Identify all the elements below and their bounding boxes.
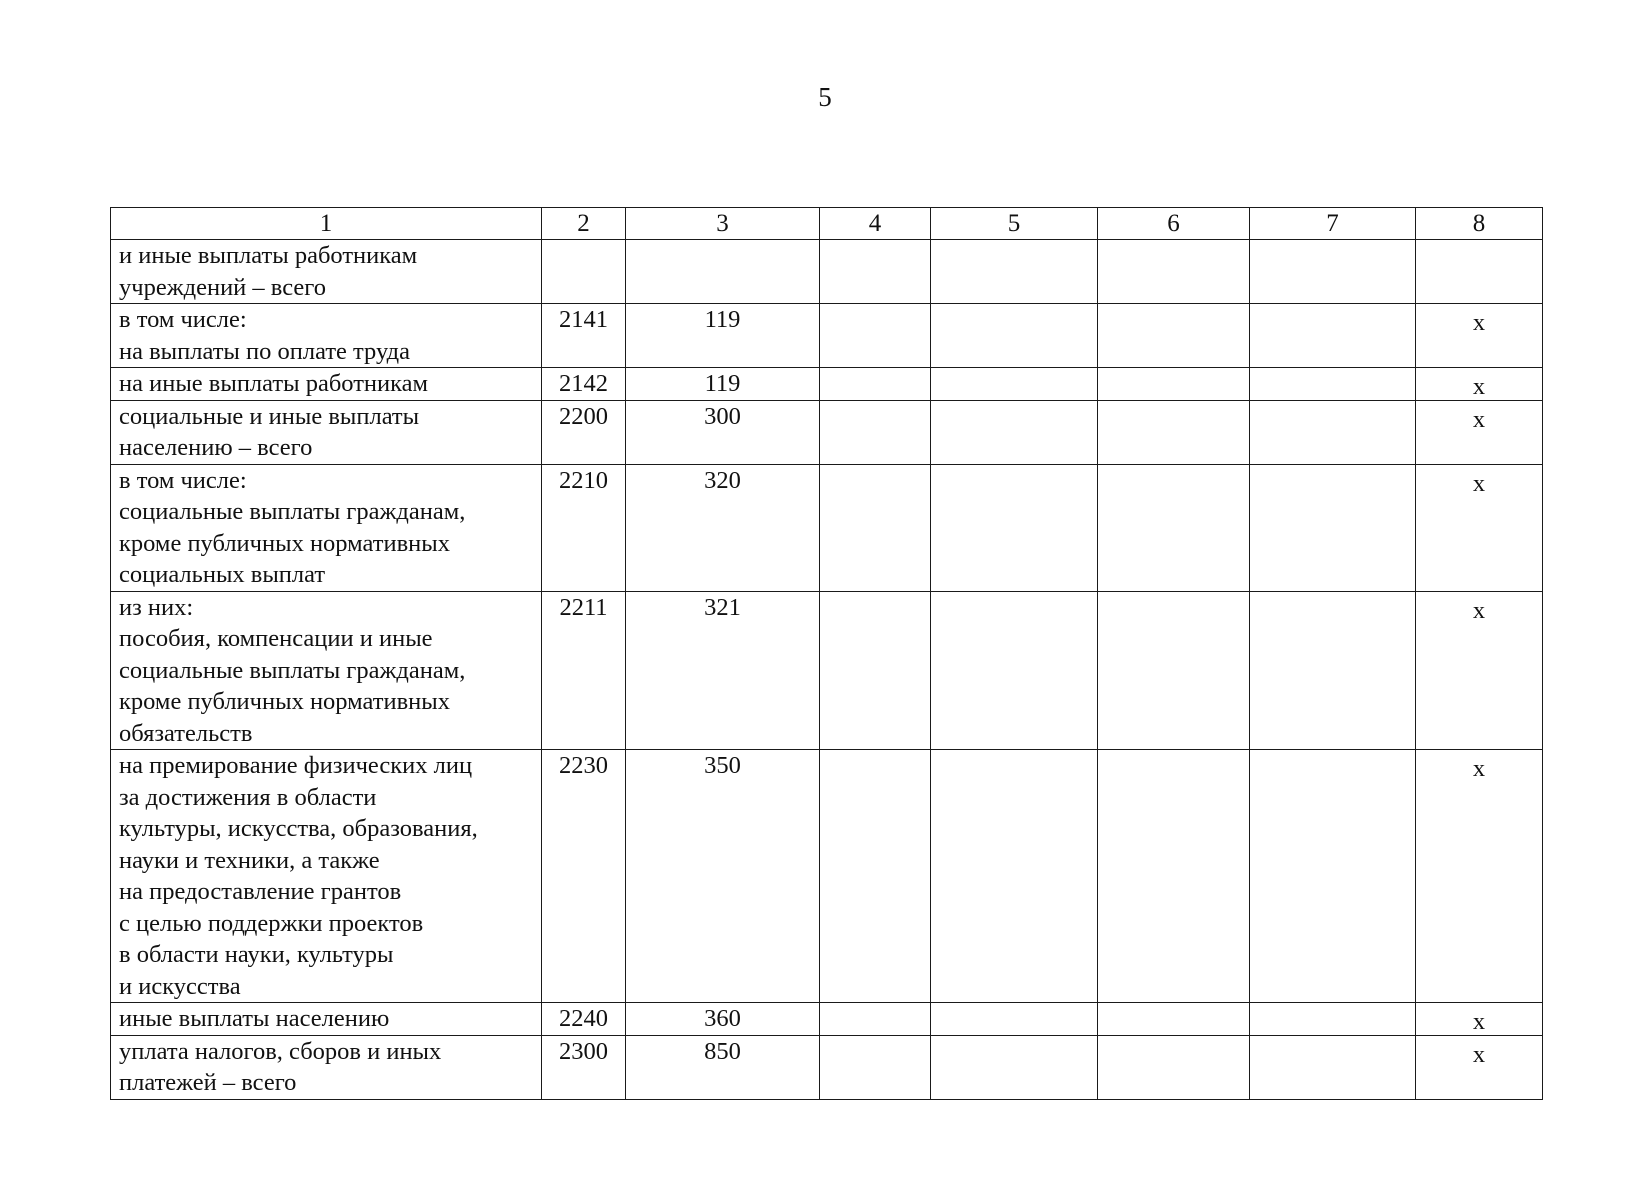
value-cell-col6 <box>1098 400 1250 464</box>
line-code-cell <box>542 240 626 304</box>
value-cell-col7 <box>1250 1003 1416 1036</box>
kbk-code-cell: 320 <box>626 464 820 591</box>
value-cell-col6 <box>1098 464 1250 591</box>
value-cell-col6 <box>1098 591 1250 750</box>
value-cell-col6 <box>1098 1003 1250 1036</box>
row-name-cell: из них: пособия, компенсации и иные социальные выплаты гражданам, кроме публичных нормативных обязательств <box>111 591 542 750</box>
line-code-cell: 2210 <box>542 464 626 591</box>
column-header-6: 6 <box>1098 208 1250 240</box>
table-row <box>111 1003 1543 1036</box>
value-cell-col7 <box>1250 464 1416 591</box>
value-cell-col6 <box>1098 240 1250 304</box>
line-code-cell: 2300 <box>542 1035 626 1099</box>
value-cell-col4 <box>820 400 931 464</box>
column-header-1: 1 <box>111 208 542 240</box>
value-cell-col7 <box>1250 400 1416 464</box>
value-cell-col4 <box>820 464 931 591</box>
kbk-code-cell: 119 <box>626 304 820 368</box>
row-name-cell: в том числе: социальные выплаты гражданам, кроме публичных нормативных социальных выплат <box>111 464 542 591</box>
cross-mark: x <box>1472 469 1486 497</box>
line-code-cell: 2230 <box>542 750 626 1003</box>
value-cell-col5 <box>931 591 1098 750</box>
table-body <box>111 240 1543 1100</box>
value-cell-col4 <box>820 304 931 368</box>
kbk-code-cell: 360 <box>626 1003 820 1036</box>
row-name-cell: на иные выплаты работникам <box>111 368 542 401</box>
cross-mark: x <box>1472 755 1486 782</box>
value-cell-col6 <box>1098 304 1250 368</box>
table-row <box>111 591 1543 750</box>
mark-cell-col8 <box>1416 400 1543 464</box>
table-row <box>111 1035 1543 1099</box>
column-header-5: 5 <box>931 208 1098 240</box>
value-cell-col5 <box>931 1035 1098 1099</box>
value-cell-col4 <box>820 1035 931 1099</box>
kbk-code-cell <box>626 240 820 304</box>
table-row <box>111 240 1543 304</box>
value-cell-col5 <box>931 368 1098 401</box>
row-name-cell: на премирование физических лиц за достижения в области культуры, искусства, образования, науки и техники, а также на предоставление грантов с целью поддержки проектов в области науки, культуры и искусства <box>111 750 542 1003</box>
kbk-code-cell: 321 <box>626 591 820 750</box>
cross-mark: x <box>1472 1040 1486 1068</box>
column-header-4: 4 <box>820 208 931 240</box>
value-cell-col5 <box>931 464 1098 591</box>
cross-mark: x <box>1472 405 1486 433</box>
line-code-cell: 2240 <box>542 1003 626 1036</box>
column-header-7: 7 <box>1250 208 1416 240</box>
mark-cell-col8 <box>1416 591 1543 750</box>
column-header-2: 2 <box>542 208 626 240</box>
column-header-3: 3 <box>626 208 820 240</box>
line-code-cell: 2200 <box>542 400 626 464</box>
row-name-cell: уплата налогов, сборов и иных платежей – всего <box>111 1035 542 1099</box>
column-header-8: 8 <box>1416 208 1543 240</box>
value-cell-col5 <box>931 750 1098 1003</box>
value-cell-col7 <box>1250 591 1416 750</box>
table-header <box>111 208 1543 240</box>
line-code-cell: 2141 <box>542 304 626 368</box>
table-row <box>111 400 1543 464</box>
value-cell-col7 <box>1250 750 1416 1003</box>
mark-cell-col8 <box>1416 304 1543 368</box>
value-cell-col4 <box>820 240 931 304</box>
value-cell-col7 <box>1250 240 1416 304</box>
budget-table <box>110 207 1543 1100</box>
kbk-code-cell: 850 <box>626 1035 820 1099</box>
line-code-cell: 2142 <box>542 368 626 401</box>
table-row <box>111 464 1543 591</box>
value-cell-col4 <box>820 591 931 750</box>
value-cell-col7 <box>1250 304 1416 368</box>
line-code-cell: 2211 <box>542 591 626 750</box>
value-cell-col4 <box>820 750 931 1003</box>
page-number: 5 <box>818 82 832 112</box>
table-row <box>111 304 1543 368</box>
table-row <box>111 368 1543 401</box>
cross-mark: x <box>1472 1008 1486 1035</box>
row-name-cell: и иные выплаты работникам учреждений – всего <box>111 240 542 304</box>
value-cell-col6 <box>1098 368 1250 401</box>
cross-mark: x <box>1472 373 1486 400</box>
cross-mark: x <box>1472 309 1486 336</box>
value-cell-col4 <box>820 368 931 401</box>
value-cell-col5 <box>931 240 1098 304</box>
value-cell-col4 <box>820 1003 931 1036</box>
kbk-code-cell: 350 <box>626 750 820 1003</box>
value-cell-col7 <box>1250 1035 1416 1099</box>
value-cell-col6 <box>1098 1035 1250 1099</box>
header-row <box>111 208 1543 240</box>
mark-cell-col8 <box>1416 240 1543 304</box>
row-name-cell: социальные и иные выплаты населению – всего <box>111 400 542 464</box>
mark-cell-col8 <box>1416 464 1543 591</box>
mark-cell-col8 <box>1416 1003 1543 1036</box>
table-row <box>111 750 1543 1003</box>
cross-mark: x <box>1472 596 1486 624</box>
value-cell-col5 <box>931 304 1098 368</box>
kbk-code-cell: 300 <box>626 400 820 464</box>
mark-cell-col8 <box>1416 750 1543 1003</box>
mark-cell-col8 <box>1416 368 1543 401</box>
kbk-code-cell: 119 <box>626 368 820 401</box>
value-cell-col5 <box>931 1003 1098 1036</box>
row-name-cell: в том числе: на выплаты по оплате труда <box>111 304 542 368</box>
row-name-cell: иные выплаты населению <box>111 1003 542 1036</box>
value-cell-col7 <box>1250 368 1416 401</box>
value-cell-col6 <box>1098 750 1250 1003</box>
value-cell-col5 <box>931 400 1098 464</box>
mark-cell-col8 <box>1416 1035 1543 1099</box>
